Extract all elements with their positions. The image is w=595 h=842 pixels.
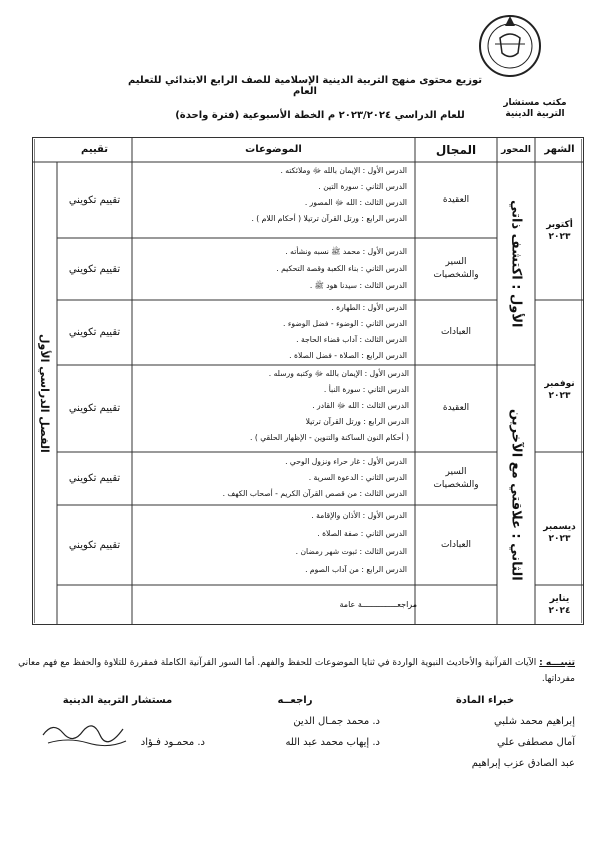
lesson-item: الدرس الأول : الطهارة . (331, 303, 407, 312)
month-year: ٢٠٢٣ (548, 534, 571, 544)
month-year: ٢٠٢٤ (548, 606, 571, 616)
office-line-1: مكتب مستشار (503, 98, 567, 108)
lesson-item: الدرس الرابع : الصلاة - فضل الصلاة . (289, 351, 407, 360)
lesson-item: الدرس الأول : الإيمان بالله ﷻ وكتبه ورسله . (268, 369, 409, 378)
lessons-row-2 (142, 243, 407, 294)
reviewer-name: د. محمد جمـال الدين (293, 716, 380, 727)
lesson-item: الدرس الثاني : سورة التين . (318, 182, 407, 191)
assessment-cell: تقييم تكويني (68, 327, 121, 338)
header-axis: المحور (501, 144, 531, 155)
lesson-item: الدرس الأول : الإيمان بالله ﷻ وملائكته . (280, 166, 407, 175)
reviewers-heading: راجعــه (277, 695, 313, 706)
expert-name: آمال مصطفى علي (496, 737, 575, 748)
office-name (500, 98, 570, 120)
lesson-item: الدرس الثالث : سيدنا هود ﷺ . (309, 281, 407, 290)
month-year: ٢٠٢٣ (548, 232, 571, 242)
experts-heading: خبراء المادة (455, 695, 515, 706)
advisor-name: د. محمـود فـؤاد (140, 737, 205, 748)
reviewer-name: د. إيهاب محمد عبد الله (285, 737, 380, 748)
header-month: الشهر (544, 144, 575, 155)
lesson-item: الدرس الأول : الأذان والإقامة . (311, 511, 407, 520)
lesson-item: الدرس الثالث : ثبوت شهر رمضان . (295, 547, 407, 556)
review-row: مراجعـــــــــــــــة عامة (339, 600, 417, 609)
axis-1-label: الأول : اكتشف ذاتي (508, 199, 524, 328)
lesson-item: الدرس الرابع : ورتل القرآن ترتيلا ( أحكام اللام ) . (251, 214, 407, 223)
lesson-item: ( أحكام النون الساكنة والتنوين - الإظهار الحلقي ) . (250, 433, 409, 442)
month-name: أكتوبر (546, 220, 573, 230)
lessons-row-4 (137, 366, 409, 446)
reviewers-block (210, 690, 380, 753)
month-december (535, 452, 584, 585)
lessons-row-6 (142, 507, 407, 579)
field-cell: العقيدة (442, 194, 470, 205)
month-november (535, 300, 584, 452)
month-january (535, 585, 584, 625)
term-label: الفصل الدراسي الأول (38, 334, 51, 453)
lessons-row-5 (142, 454, 407, 502)
assessment-cell: تقييم تكويني (68, 194, 121, 206)
header-topics: الموضوعات (245, 144, 302, 155)
field-cell: السير والشخصيات (433, 466, 479, 490)
month-name: نوفمبر (544, 379, 575, 389)
experts-block (395, 690, 575, 774)
month-name: ديسمبر (543, 522, 576, 532)
header-field: المجال (435, 142, 477, 157)
lesson-item: الدرس الثالث : الله ﷻ القادر . (312, 401, 409, 410)
lesson-item: الدرس الثالث : آداب قضاء الحاجة . (296, 335, 407, 344)
assessment-cell: تقييم تكويني (68, 473, 121, 484)
lesson-item: الدرس الثالث : الله ﷻ المصور . (304, 198, 407, 207)
lesson-item: الدرس الثاني : بناء الكعبة وقصة التحكيم . (276, 264, 407, 273)
lesson-item: الدرس الثاني : صفة الصلاة . (317, 529, 407, 538)
handwritten-signature-icon (38, 713, 128, 753)
document-title: توزيع محتوى منهج التربية الدينية الإسلامية للصف الرابع الابتدائي للتعليم العام (127, 75, 483, 97)
lesson-item: الدرس الأول : غار حراء ونزول الوحي . (285, 457, 407, 466)
lesson-item: الدرس الثاني : سورة النبأ . (323, 385, 409, 394)
assessment-cell: تقييم تكويني (68, 263, 121, 275)
field-cell: السير والشخصيات (433, 257, 479, 280)
note-label: تنبيـــه : (539, 658, 575, 668)
assessment-cell: تقييم تكويني (68, 403, 121, 414)
curriculum-table (32, 137, 584, 625)
lesson-item: الدرس الثالث : من قصص القرآن الكريم - أصحاب الكهف . (222, 489, 407, 498)
month-name: يناير (549, 594, 570, 604)
note-text: الآيات القرآنية والأحاديث النبوية الواردة في ثنايا الموضوعات للحفظ والفهم. أما السور القرآنية الكاملة فمقررة للتلاوة والحفظ مع فهم معاني مفرداتها. (18, 658, 575, 684)
assessment-cell: تقييم تكويني (68, 539, 121, 551)
field-cell: العبادات (440, 327, 472, 337)
lesson-item: الدرس الرابع : من آداب الصوم . (305, 565, 407, 574)
note (15, 655, 575, 687)
advisor-heading: مستشار التربية الدينية (62, 695, 173, 706)
field-cell: العقيدة (442, 403, 470, 413)
field-cell: العبادات (440, 539, 472, 550)
lesson-item: الدرس الرابع : ورتل القرآن ترتيلا (305, 417, 409, 426)
lesson-item: الدرس الثاني : الدعوة السرية . (308, 473, 407, 482)
lesson-item: الدرس الأول : محمد ﷺ نسبه ونشأته . (285, 247, 407, 256)
header-assessment: تقييم (81, 144, 108, 155)
lesson-item: الدرس الثاني : الوضوء - فضل الوضوء . (283, 319, 407, 328)
office-line-2: التربية الدينية (505, 109, 565, 119)
expert-name: عبد الصادق عزب إبراهيم (471, 758, 575, 769)
expert-name: إبراهيم محمد شلبي (493, 716, 575, 727)
axis-2-label: الثاني : علاقتي مع الآخرين (508, 409, 524, 581)
lessons-row-3 (142, 300, 407, 364)
lessons-row-1 (142, 163, 407, 227)
document-subtitle: للعام الدراسي ٢٠٢٣/٢٠٢٤ م الخطة الأسبوعية (فترة واحدة) (175, 110, 465, 121)
month-october (535, 162, 584, 300)
month-year: ٢٠٢٣ (548, 391, 571, 401)
